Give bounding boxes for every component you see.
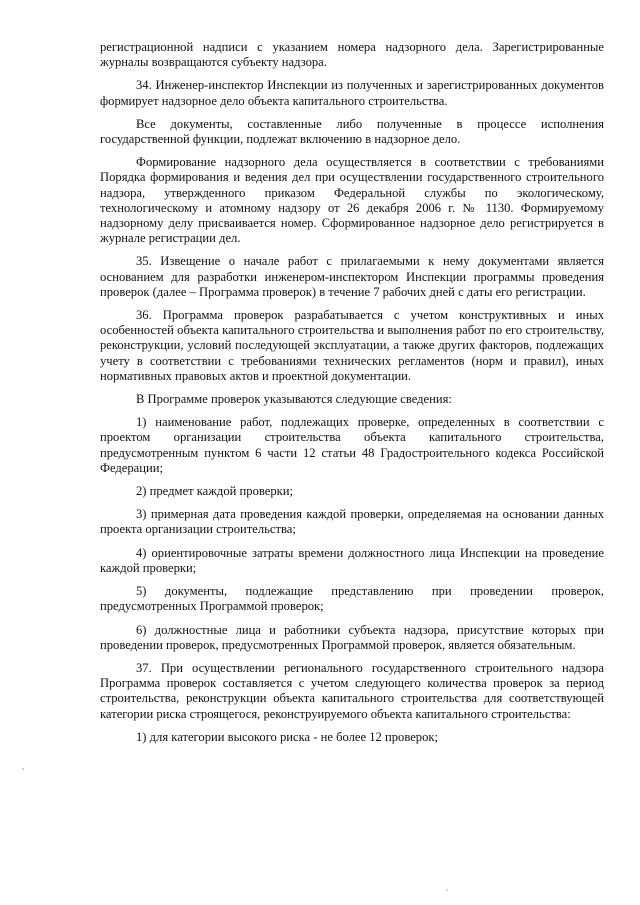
paragraph-continuation: регистрационной надписи с указанием номера надзорного дела. Зарегистрированные журналы возвращаются субъекту надзора. bbox=[100, 40, 604, 70]
list-item-1: 1) наименование работ, подлежащих проверке, определенных в соответствии с проектом организации строительства объекта капитального строительства, предусмотренным пунктом 6 части 12 статьи 48 Градостроительного кодекса Российской Федерации; bbox=[100, 415, 604, 475]
risk-category-item-1: 1) для категории высокого риска - не более 12 проверок; bbox=[136, 729, 439, 744]
scan-speck bbox=[446, 889, 448, 891]
list-item-3: 3) примерная дата проведения каждой проверки, определяемая на основании данных проекта организации строительства; bbox=[100, 507, 604, 537]
document-body bbox=[100, 40, 604, 753]
paragraph-37: 37. При осуществлении регионального государственного строительного надзора Программа проверок составляется с учетом следующего количества проверок за период строительства, реконструкции объекта капитального строительства для соответствующей категории риска строящегося, реконструируемого объекта капитального строительства: bbox=[100, 660, 604, 721]
paragraph-program-contents-intro: В Программе проверок указываются следующие сведения: bbox=[136, 392, 452, 407]
list-item-5: 5) документы, подлежащие представлению при проведении проверок, предусмотренных Программой проверок; bbox=[100, 584, 604, 614]
paragraph-36: 36. Программа проверок разрабатывается с учетом конструктивных и иных особенностей объекта капитального строительства и выполнения работ по его строительству, реконструкции, условий последующей эксплуатации, а также других факторов, подлежащих учету в соответствии с требованиями технических регламентов (норм и правил), иных нормативных правовых актов и проектной документации. bbox=[100, 308, 604, 383]
list-item-4: 4) ориентировочные затраты времени должностного лица Инспекции на проведение каждой проверки; bbox=[100, 545, 604, 575]
list-item-2: 2) предмет каждой проверки; bbox=[136, 484, 293, 499]
scan-speck bbox=[22, 768, 24, 770]
paragraph-documents-included: Все документы, составленные либо полученные в процессе исполнения государственной функции, подлежат включению в надзорное дело. bbox=[100, 116, 604, 147]
paragraph-dossier-formation: Формирование надзорного дела осуществляется в соответствии с требованиями Порядка формирования и ведения дел при осуществлении государственного строительного надзора, утвержденного приказом Федеральной службы по экологическому, технологическому и атомному надзору от 26 декабря 2006 г. № 1130. Формируемому надзорному делу присваивается номер. Сформированное надзорное дело регистрируется в журнале регистрации дел. bbox=[100, 155, 604, 246]
paragraph-34: 34. Инженер-инспектор Инспекции из полученных и зарегистрированных документов формирует надзорное дело объекта капитального строительства. bbox=[100, 78, 604, 108]
list-item-6: 6) должностные лица и работники субъекта надзора, присутствие которых при проведении проверок, предусмотренных Программой проверок, является обязательным. bbox=[100, 622, 604, 652]
paragraph-35: 35. Извещение о начале работ с прилагаемыми к нему документами является основанием для разработки инженером-инспектором Инспекции программы проведения проверок (далее – Программа проверок) в течение 7 рабочих дней с даты его регистрации. bbox=[100, 254, 604, 299]
